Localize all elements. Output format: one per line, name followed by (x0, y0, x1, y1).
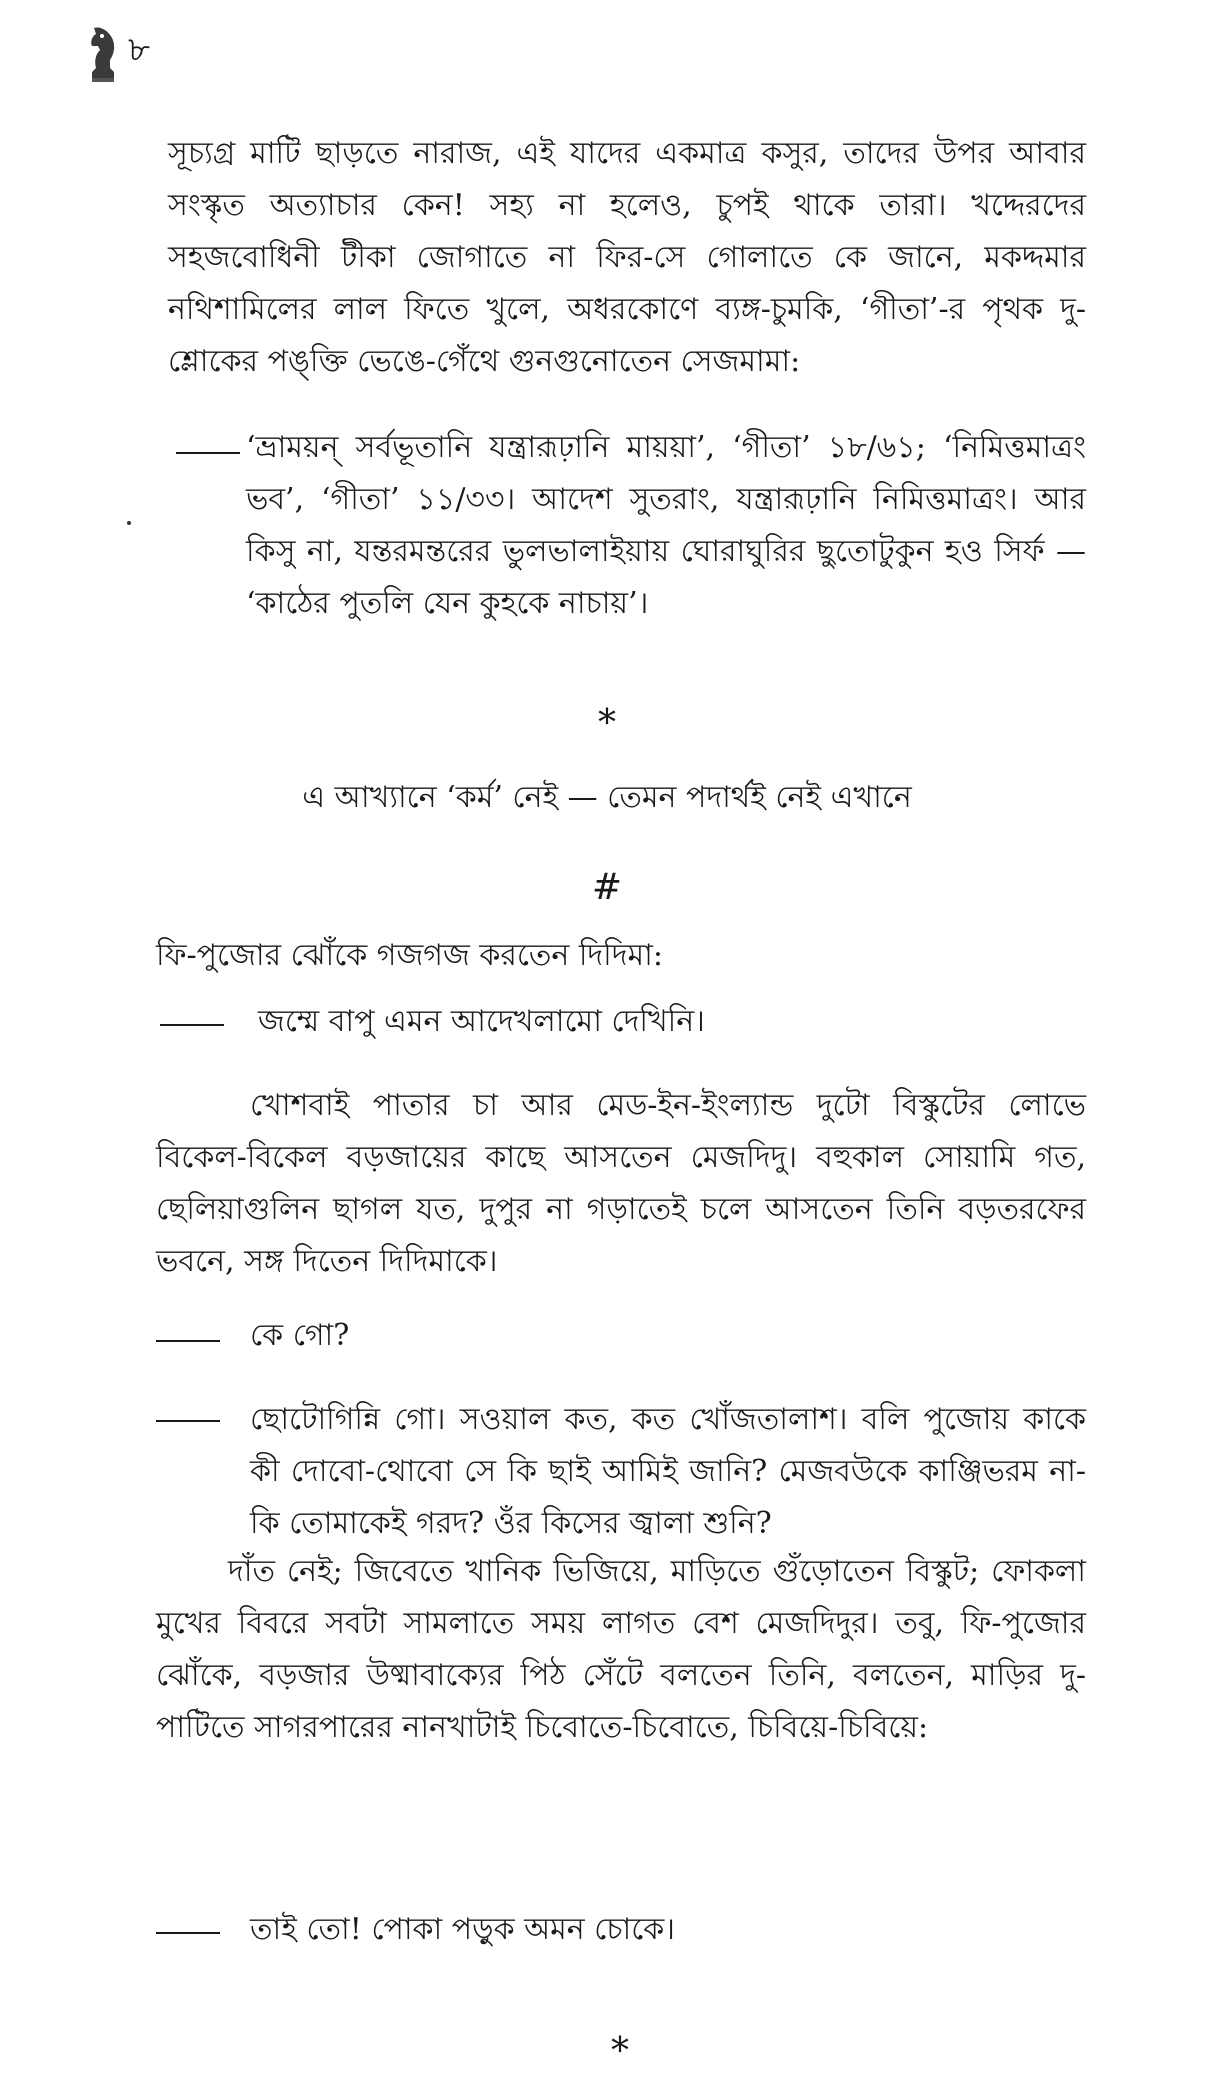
dialogue-line: কে গো? (250, 1318, 350, 1353)
em-dash (156, 1420, 220, 1422)
separator-asterisk: * (611, 2031, 629, 2072)
separator-hash: # (591, 867, 623, 908)
paragraph: সূচ্যগ্র মাটি ছাড়তে নারাজ, এই যাদের একমাত্র কসুর, তাদের উপর আবার সংস্কৃত অত্যাচার কেন! সহ্য না হলেও, চুপই থাকে তারা। খদ্দেরদের সহজবোধিনী টীকা জোগাতে না ফির-সে গোলাতে কে জানে, মকদ্দমার নথিশামিলের লাল ফিতে খুলে, অধরকোণে ব্যঙ্গ-চুমকি, ‘গীতা’-র পৃথক দু-শ্লোকের পঙ্‌ক্তি ভেঙে-গেঁথে গুনগুনোতেন সেজমামা: (168, 136, 1086, 379)
dialogue-paragraph: ছোটোগিন্নি গো। সওয়াল কত, কত খোঁজতালাশ। বলি পুজোয় কাকে কী দোবো-থোবো সে কি ছাই আমিই জানি? মেজবউকে কাঞ্জিভরম না-কি তোমাকেই গরদ? ওঁর কিসের জ্বালা শুনি? (250, 1402, 1086, 1541)
paragraph: দাঁত নেই; জিবেতে খানিক ভিজিয়ে, মাড়িতে গুঁড়োতেন বিস্কুট; ফোকলা মুখের বিবরে সবটা সামলাতে সময় লাগত বেশ মেজদিদুর। তবু, ফি-পুজোর ঝোঁকে, বড়জার উষ্মাবাক্যের পিঠ সেঁটে বলতেন তিনি, বলতেন, মাড়ির দু-পাটিতে সাগরপারের নানখাটাই চিবোতে-চিবোতে, চিবিয়ে-চিবিয়ে: (156, 1554, 1086, 1745)
separator-asterisk: * (598, 703, 616, 744)
em-dash (156, 1340, 220, 1342)
em-dash (156, 1932, 220, 1934)
em-dash (176, 452, 240, 454)
page-header (86, 20, 150, 82)
intro-line: ফি-পুজোর ঝোঁকে গজগজ করতেন দিদিমা: (156, 938, 663, 973)
dialogue-line: জম্মে বাপু এমন আদেখলামো দেখিনি। (258, 1004, 705, 1039)
dialogue-line: তাই তো! পোকা পড়ুক অমন চোকে। (250, 1912, 676, 1947)
quote-paragraph: ‘ভ্রাময়ন্ সর্বভূতানি যন্ত্রারূঢ়ানি মায়য়া’, ‘গীতা’ ১৮/৬১; ‘নিমিত্তমাত্রং ভব’, ‘গীতা’ ১১/৩৩। আদেশ সুতরাং, যন্ত্রারূঢ়ানি নিমিত্তমাত্রং। আর কিসু না, যন্তরমন্তরের ভুলভালাইয়ায় ঘোরাঘুরির ছুতোটুকুন হও সির্ফ — ‘কাঠের পুতলি যেন কুহকে নাচায়’। (246, 430, 1086, 621)
page-number: ৮ (128, 30, 151, 70)
chess-knight-icon (86, 20, 120, 82)
em-dash (160, 1024, 224, 1026)
centered-heading: এ আখ্যানে ‘কর্ম’ নেই — তেমন পদার্থই নেই এখানে (302, 780, 912, 815)
paragraph: খোশবাই পাতার চা আর মেড-ইন-ইংল্যান্ড দুটো বিস্কুটের লোভে বিকেল-বিকেল বড়জায়ের কাছে আসতেন মেজদিদু। বহুকাল সোয়ামি গত, ছেলিয়াগুলিন ছাগল যত, দুপুর না গড়াতেই চলে আসতেন তিনি বড়তরফের ভবনে, সঙ্গ দিতেন দিদিমাকে। (156, 1088, 1086, 1279)
print-speck (127, 521, 131, 525)
